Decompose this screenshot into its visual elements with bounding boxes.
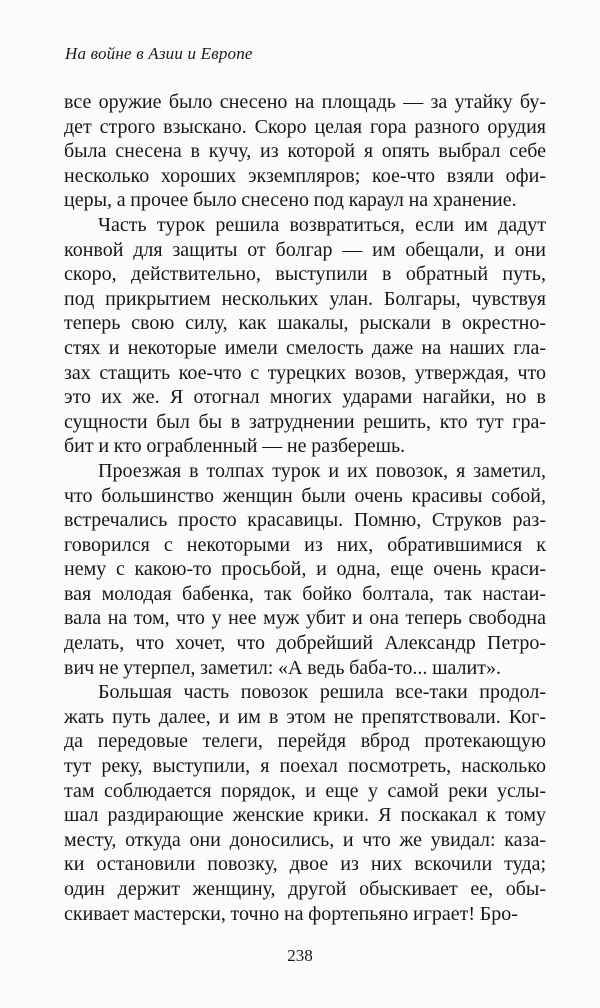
text-line: нему с какою-то просьбой, и одна, еще очень краси- — [64, 558, 546, 581]
text-line: бит и кто ограбленный — не разберешь. — [64, 435, 406, 458]
page-number: 238 — [287, 946, 313, 965]
text-line: скоро, действительно, выступили в обратный путь, — [64, 263, 546, 286]
text-line: тут реку, выступили, я поехал посмотреть, насколько — [64, 755, 546, 778]
text-line: говорился с некоторыми из них, обратившимися к — [64, 533, 546, 556]
text-line: конвой для защиты от болгар — им обещали, и они — [64, 238, 546, 261]
text-line: это их же. Я отогнал многих ударами нагайки, но в — [64, 386, 546, 409]
text-line: встречались просто красавицы. Помню, Струков раз- — [64, 509, 546, 532]
text-line: теперь свою силу, как шакалы, рыскали в окрестно- — [64, 312, 546, 335]
text-line: церы, а прочее было снесено под караул на хранение. — [64, 189, 517, 212]
text-line: там соблюдается порядок, и еще у самой реки услы- — [64, 779, 546, 802]
text-line: месту, откуда они доносились, и что же увидал: каза- — [64, 828, 546, 851]
text-line: несколько хороших экземпляров; кое-что взяли офи- — [64, 164, 546, 187]
text-line: стях и некоторые имели смелость даже на наших гла- — [64, 336, 546, 359]
paragraph — [64, 459, 546, 680]
text-line: что большинство женщин были очень красивы собой, — [64, 484, 546, 507]
paragraph — [64, 90, 546, 213]
text-line: жать путь далее, и им в этом не препятствовали. Ког- — [64, 705, 546, 728]
text-line: Проезжая в толпах турок и их повозок, я заметил, — [98, 459, 546, 482]
running-header: На войне в Азии и Европе — [65, 44, 253, 63]
text-line: все оружие было снесено на площадь — за утайку бу- — [64, 91, 546, 113]
text-line: один держит женщину, другой обыскивает ее, обы- — [64, 878, 546, 900]
text-line: была снесена в кучу, из которой я опять выбрал себе — [64, 140, 546, 163]
text-line: да передовые телеги, перейдя вброд протекающую — [64, 730, 546, 753]
text-line: под прикрытием нескольких улан. Болгары, чувствуя — [64, 287, 546, 310]
text-line: делать, что хочет, что добрейший Александр Петро- — [64, 632, 546, 655]
paragraph — [64, 680, 546, 926]
text-line: шал раздирающие женские крики. Я поскакал к тому — [64, 804, 546, 827]
paragraph — [64, 213, 546, 459]
text-line: ки остановили повозку, двое из них вскочили туда; — [64, 853, 546, 876]
text-line: дет строго взыскано. Скоро целая гора разного орудия — [64, 115, 546, 138]
text-line: вич не утерпел, заметил: «А ведь баба-то... шалит». — [64, 656, 501, 679]
text-line: скивает мастерски, точно на фортепьяно играет! Бро- — [64, 902, 518, 925]
text-line: Большая часть повозок решила все-таки продол- — [98, 681, 546, 704]
text-line: сущности был бы в затруднении решить, кто тут гра- — [64, 410, 546, 433]
body-text — [64, 90, 546, 926]
text-line: Часть турок решила возвратиться, если им дадут — [98, 213, 546, 236]
text-line: вая молодая бабенка, так бойко болтала, так настаи- — [64, 582, 546, 605]
text-line: вала на том, что у нее муж убит и она теперь свободна — [64, 607, 546, 630]
text-line: зах стащить кое-что с турецких возов, утверждая, что — [64, 361, 546, 384]
